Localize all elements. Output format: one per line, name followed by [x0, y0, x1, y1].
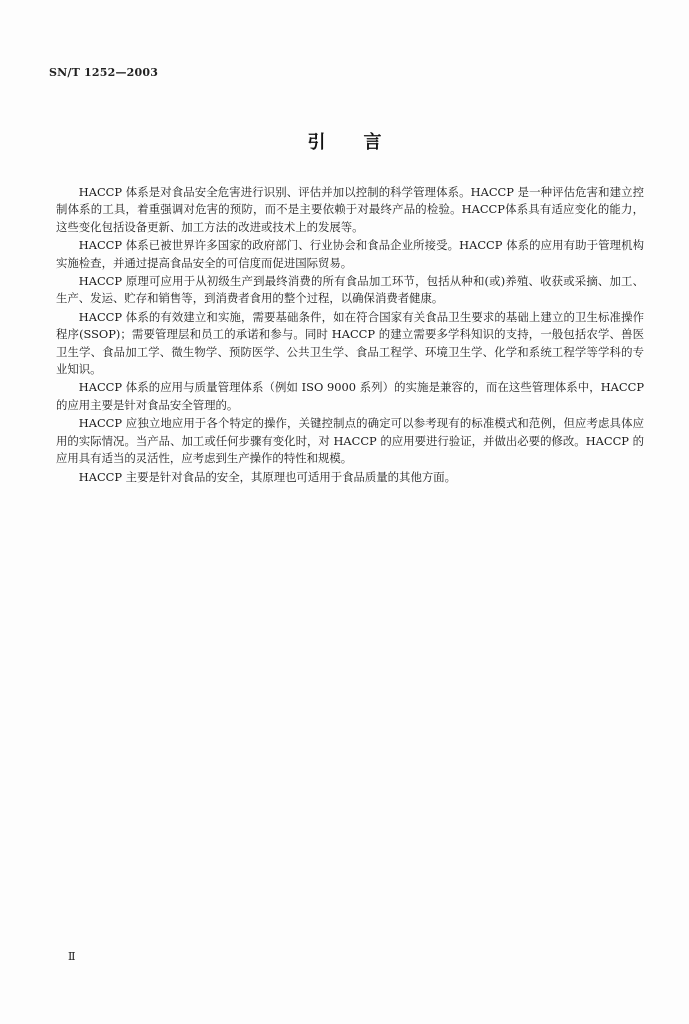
- body-text: [56, 184, 644, 487]
- paragraph-2: HACCP 体系已被世界许多国家的政府部门、行业协会和食品企业所接受。HACCP 体系的应用有助于管理机构实施检查，并通过提高食品安全的可信度而促进国际贸易。: [56, 238, 644, 270]
- page-number: Ⅱ: [68, 950, 76, 963]
- paragraph-6: HACCP 应独立地应用于各个特定的操作，关键控制点的确定可以参考现有的标准模式和范例，但应考虑具体应用的实际情况。当产品、加工或任何步骤有变化时，对 HACCP 的应用要进行验证，并做出必要的修改。HACCP 的应用具有适当的灵活性，应考虑到生产操作的特性和规模。: [56, 416, 644, 466]
- paragraph-4: HACCP 体系的有效建立和实施，需要基础条件，如在符合国家有关食品卫生要求的基础上建立的卫生标准操作程序(SSOP)；需要管理层和员工的承诺和参与。同时 HACCP 的建立需要多学科知识的支持，一般包括农学、兽医卫生学、食品加工学、微生物学、预防医学、公共卫生学、食品工程学、环境卫生学、化学和系统工程学等学科的专业知识。: [56, 309, 644, 377]
- paragraph-1: HACCP 体系是对食品安全危害进行识别、评估并加以控制的科学管理体系。HACCP 是一种评估危害和建立控制体系的工具，着重强调对危害的预防，而不是主要依赖于对最终产品的检验。HACCP体系具有适应变化的能力，这些变化包括设备更新、加工方法的改进或技术上的发展等。: [56, 185, 644, 234]
- page-title: 引言: [307, 132, 420, 153]
- paragraph-3: HACCP 原理可应用于从初级生产到最终消费的所有食品加工环节，包括从种和(或)养殖、收获或采摘、加工、生产、发运、贮存和销售等，到消费者食用的整个过程，以确保消费者健康。: [56, 274, 644, 306]
- standard-number: SN/T 1252—2003: [49, 66, 159, 79]
- paragraph-7: HACCP 主要是针对食品的安全，其原理也可适用于食品质量的其他方面。: [78, 469, 457, 484]
- paragraph-5: HACCP 体系的应用与质量管理体系（例如 ISO 9000 系列）的实施是兼容的，而在这些管理体系中，HACCP 的应用主要是针对食品安全管理的。: [56, 380, 644, 412]
